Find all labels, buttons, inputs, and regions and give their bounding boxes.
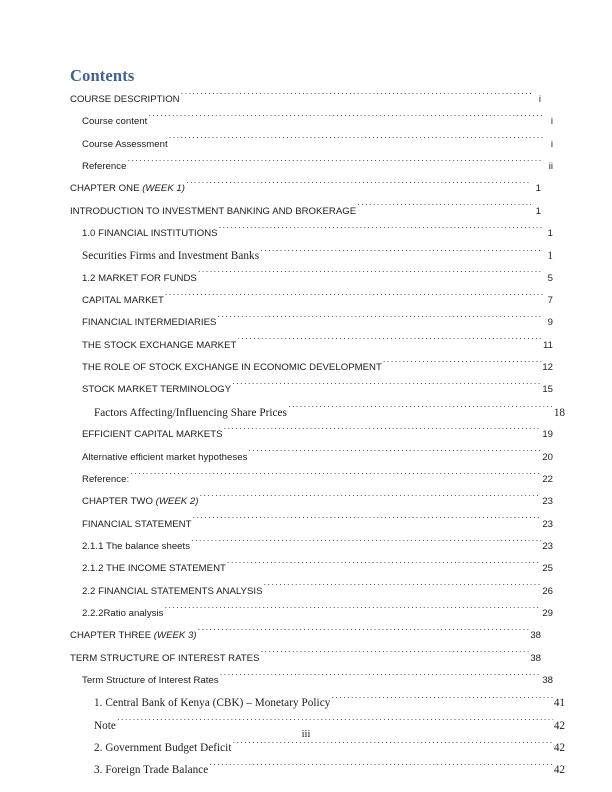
toc-entry-label: 2.2 FINANCIAL STATEMENTS ANALYSIS (82, 585, 263, 597)
toc-entry-label: THE STOCK EXCHANGE MARKET (82, 339, 237, 351)
toc-entry-label: Term Structure of Interest Rates (82, 674, 219, 686)
toc-entry-label: THE ROLE OF STOCK EXCHANGE IN ECONOMIC DEVELOPMENT (82, 362, 382, 374)
toc-dot-leader (288, 404, 553, 416)
toc-entry-page-number: 38 (530, 630, 541, 642)
toc-dot-leader (331, 694, 552, 706)
toc-entry-label: 1.0 FINANCIAL INSTITUTIONS (82, 228, 218, 240)
toc-entry[interactable] (70, 268, 553, 290)
toc-entry[interactable] (70, 581, 553, 603)
toc-entry-label: TERM STRUCTURE OF INTEREST RATES (70, 652, 260, 664)
toc-entry-page-number: i (550, 116, 553, 128)
toc-entry-label: CHAPTER THREE (WEEK 3) (70, 630, 197, 642)
toc-entry[interactable] (70, 201, 541, 223)
toc-dot-leader (227, 559, 541, 571)
toc-entry-page-number: 12 (542, 362, 553, 374)
toc-entry-page-number: 26 (542, 585, 553, 597)
toc-entry[interactable] (70, 134, 553, 156)
toc-entry[interactable] (70, 156, 553, 178)
toc-entry-page-number: 20 (542, 451, 553, 463)
toc-entry[interactable] (70, 670, 553, 692)
toc-entry[interactable] (70, 648, 541, 670)
toc-dot-leader (169, 135, 543, 147)
toc-entry-label: Securities Firms and Investment Banks (82, 250, 260, 263)
toc-entry[interactable] (70, 469, 553, 491)
toc-entry[interactable] (70, 89, 541, 111)
toc-entry-page-number: 42 (553, 764, 565, 777)
toc-entry-label: 3. Foreign Trade Balance (94, 764, 209, 777)
toc-entry-page-number: 1 (535, 183, 541, 195)
toc-entry-label: 2. Government Budget Deficit (94, 741, 232, 754)
toc-dot-leader (117, 717, 553, 729)
toc-dot-leader (357, 202, 531, 214)
toc-dot-leader (198, 269, 543, 281)
toc-dot-leader (164, 604, 541, 616)
toc-entry-page-number: 9 (547, 317, 553, 329)
toc-entry-page-number: 41 (553, 697, 565, 710)
toc-entry[interactable] (70, 603, 553, 625)
toc-entry[interactable] (70, 737, 565, 759)
toc-entry-page-number: 25 (542, 563, 553, 575)
toc-entry-page-number: i (538, 94, 541, 105)
toc-entry-page-number: 38 (530, 652, 541, 664)
toc-dot-leader (165, 291, 543, 303)
toc-entry[interactable] (70, 514, 553, 536)
toc-entry[interactable] (70, 178, 541, 200)
toc-entry-label: Factors Affecting/Influencing Share Prices (94, 406, 287, 419)
toc-dot-leader (232, 380, 541, 392)
toc-entry-label: 2.1.2 THE INCOME STATEMENT (82, 563, 226, 575)
toc-dot-leader (237, 336, 542, 348)
toc-dot-leader (130, 470, 541, 482)
toc-entry-label: CHAPTER ONE (WEEK 1) (70, 183, 186, 195)
toc-entry-label: 1. Central Bank of Kenya (CBK) – Monetary Policy (94, 697, 331, 710)
toc-entry[interactable] (70, 447, 553, 469)
toc-entry-label: STOCK MARKET TERMINOLOGY (82, 384, 232, 396)
toc-entry-page-number: 18 (553, 406, 565, 419)
toc-dot-leader (383, 358, 541, 370)
toc-entry-page-number: 42 (553, 741, 565, 754)
toc-dot-leader (209, 761, 553, 773)
toc-dot-leader (224, 425, 542, 437)
toc-entry[interactable] (70, 692, 565, 714)
toc-entry-label: Course content (82, 116, 148, 128)
toc-entry-label: CAPITAL MARKET (82, 295, 164, 307)
table-of-contents (70, 89, 565, 782)
toc-dot-leader (261, 649, 530, 661)
toc-entry-page-number: 22 (542, 473, 553, 485)
toc-dot-leader (199, 492, 541, 504)
toc-entry-page-number: 38 (542, 674, 553, 686)
toc-dot-leader (219, 224, 543, 236)
toc-dot-leader (181, 90, 531, 102)
toc-entry-page-number: 5 (547, 272, 553, 284)
toc-entry-label: FINANCIAL INTERMEDIARIES (82, 317, 217, 329)
toc-entry[interactable] (70, 558, 553, 580)
toc-entry[interactable] (70, 245, 553, 267)
toc-entry[interactable] (70, 290, 553, 312)
toc-entry-page-number: 1 (535, 205, 541, 217)
toc-entry[interactable] (70, 402, 565, 424)
toc-dot-leader (264, 582, 542, 594)
toc-entry-week-tag: (WEEK 1) (142, 183, 186, 195)
toc-entry-page-number: 42 (553, 719, 565, 732)
toc-entry-page-number: 15 (542, 384, 553, 396)
toc-entry-page-number: 19 (542, 429, 553, 441)
toc-entry[interactable] (70, 379, 553, 401)
toc-entry-page-number: ii (548, 161, 553, 173)
toc-entry-label: Reference (82, 161, 127, 173)
toc-entry[interactable] (70, 424, 553, 446)
toc-entry[interactable] (70, 223, 553, 245)
toc-entry[interactable] (70, 536, 553, 558)
toc-entry-page-number: 23 (542, 496, 553, 508)
toc-entry-label: CHAPTER TWO (WEEK 2) (82, 496, 199, 508)
toc-dot-leader (191, 537, 541, 549)
toc-entry-label: Note (94, 719, 116, 732)
toc-entry-label: FINANCIAL STATEMENT (82, 518, 192, 530)
toc-entry-label: Alternative efficient market hypotheses (82, 451, 248, 463)
toc-dot-leader (192, 515, 541, 527)
toc-entry-label: INTRODUCTION TO INVESTMENT BANKING AND BROKERAGE (70, 205, 357, 217)
toc-entry-page-number: 23 (542, 540, 553, 552)
toc-entry-label: COURSE DESCRIPTION (70, 94, 180, 105)
toc-entry-page-number: i (550, 138, 553, 150)
toc-dot-leader (220, 671, 542, 683)
page-title: Contents (70, 66, 135, 85)
toc-entry[interactable] (70, 312, 553, 334)
toc-entry-page-number: 29 (542, 607, 553, 619)
toc-entry-label: 2.1.1 The balance sheets (82, 540, 191, 552)
toc-entry[interactable] (70, 335, 553, 357)
toc-entry-page-number: 7 (547, 295, 553, 307)
toc-dot-leader (198, 626, 530, 638)
toc-entry[interactable] (70, 111, 553, 133)
toc-entry-label: EFFICIENT CAPITAL MARKETS (82, 429, 223, 441)
toc-entry-page-number: 23 (542, 518, 553, 530)
toc-entry-label: 2.2.2Ratio analysis (82, 607, 164, 619)
toc-entry[interactable] (70, 357, 553, 379)
toc-entry[interactable] (70, 759, 565, 781)
toc-entry-label: Reference: (82, 473, 130, 485)
toc-dot-leader (232, 739, 552, 751)
toc-dot-leader (127, 157, 543, 169)
toc-dot-leader (217, 313, 543, 325)
toc-entry-page-number: 1 (547, 250, 553, 263)
toc-entry[interactable] (70, 491, 553, 513)
toc-entry-week-tag: (WEEK 3) (153, 630, 197, 642)
toc-entry-week-tag: (WEEK 2) (155, 496, 199, 508)
toc-entry-label: 1.2 MARKET FOR FUNDS (82, 272, 197, 284)
toc-entry-label: Course Assessment (82, 138, 168, 150)
toc-dot-leader (260, 247, 543, 259)
toc-dot-leader (186, 179, 531, 191)
toc-entry-page-number: 11 (543, 339, 553, 351)
toc-entry[interactable] (70, 625, 541, 647)
toc-dot-leader (248, 448, 541, 460)
page-number-footer: iii (301, 729, 311, 740)
toc-entry-page-number: 1 (547, 228, 553, 240)
toc-dot-leader (148, 112, 543, 124)
